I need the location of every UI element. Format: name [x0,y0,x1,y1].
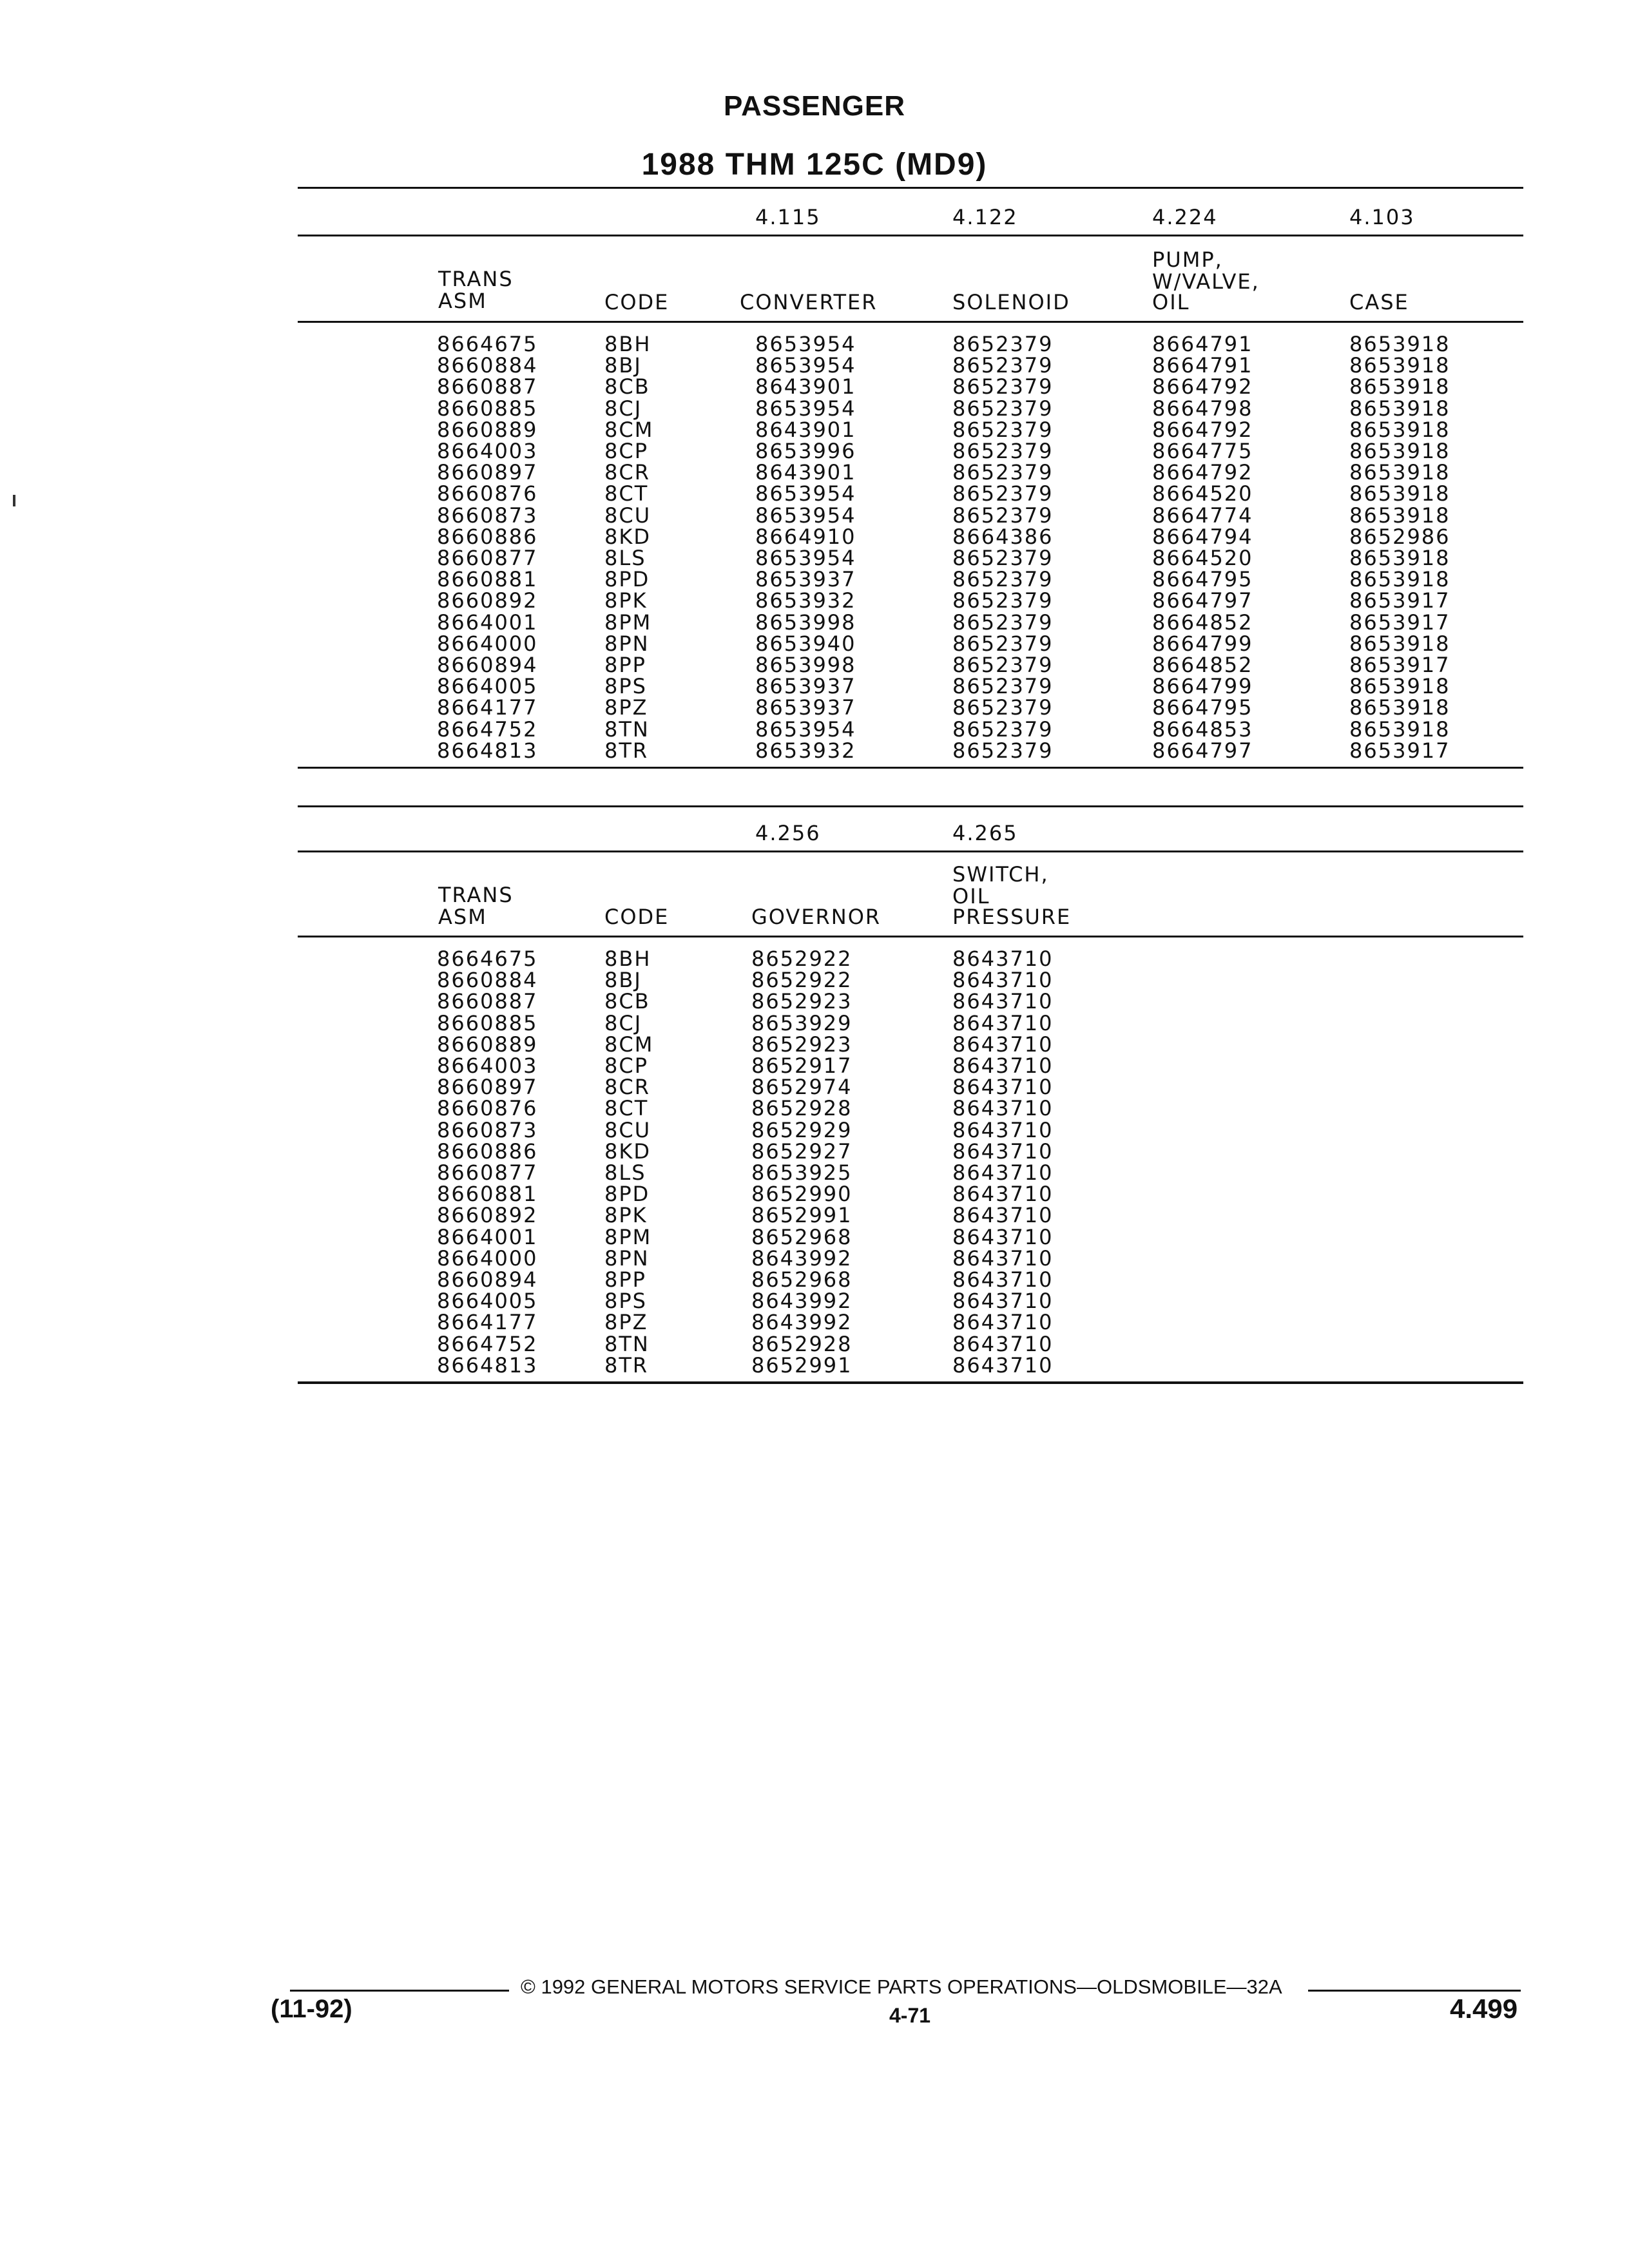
solenoid-cell: 8652379 [952,716,1054,742]
trans-asm-cell: 8660897 [437,1075,538,1100]
trans-asm-cell: 8660877 [437,546,538,570]
case-cell: 8653917 [1349,738,1451,763]
header-trans-line2: ASM [438,905,487,929]
case-cell: 8653918 [1349,716,1451,742]
trans-asm-cell: 8660897 [437,460,538,485]
converter-cell: 8653954 [755,396,856,421]
table1-header-rule [298,321,1523,323]
case-cell: 8653918 [1349,332,1451,356]
header-pump-line3: OIL [1152,290,1190,314]
code-cell: 8CP [604,439,648,463]
switch-cell: 8643710 [952,1139,1054,1164]
trans-asm-cell: 8664001 [437,610,538,635]
header-code: CODE [604,905,670,929]
trans-asm-cell: 8664675 [437,947,538,971]
governor-cell: 8652991 [751,1352,853,1378]
table-title: 1988 THM 125C (MD9) [641,148,988,182]
code-cell: 8CU [604,503,651,528]
pump-cell: 8664520 [1152,546,1253,570]
code-cell: 8KD [604,1139,651,1164]
switch-cell: 8643710 [952,1331,1054,1356]
footer-rule-right [1308,1990,1521,1992]
trans-asm-cell: 8660889 [437,417,538,442]
trans-asm-cell: 8660885 [437,396,538,421]
case-cell: 8653918 [1349,503,1451,528]
converter-cell: 8643901 [755,417,856,442]
table-row [0,1184,1629,1205]
case-cell: 8652986 [1349,524,1451,549]
group-code-pump: 4.224 [1152,205,1218,229]
header-switch-line2: OIL [952,884,990,908]
code-cell: 8CT [604,1096,649,1121]
solenoid-cell: 8652379 [952,546,1054,570]
footer-rule-left [290,1990,509,1992]
table-row [0,505,1629,526]
case-cell: 8653918 [1349,353,1451,378]
table-row [0,1055,1629,1077]
switch-cell: 8643710 [952,1117,1054,1142]
trans-asm-cell: 8660894 [437,653,538,677]
code-cell: 8BJ [604,353,642,378]
table-row [0,569,1629,590]
trans-asm-cell: 8660873 [437,503,538,528]
governor-cell: 8652928 [751,1096,853,1121]
trans-asm-cell: 8660889 [437,1032,538,1057]
table-row [0,441,1629,462]
code-cell: 8LS [604,1160,646,1185]
trans-asm-cell: 8664003 [437,439,538,463]
governor-cell: 8652922 [751,947,853,971]
code-cell: 8CJ [604,396,642,421]
case-cell: 8653918 [1349,695,1451,720]
pump-cell: 8664520 [1152,481,1253,506]
pump-cell: 8664798 [1152,396,1253,421]
trans-asm-cell: 8664000 [437,631,538,656]
pump-cell: 8664791 [1152,332,1253,356]
switch-cell: 8643710 [952,1224,1054,1249]
scan-mark [13,495,15,506]
group-code-solenoid: 4.122 [952,205,1018,229]
converter-cell: 8653932 [755,738,856,763]
converter-cell: 8653940 [755,631,856,656]
table-row [0,633,1629,655]
header-code: CODE [604,290,670,314]
table-row [0,462,1629,483]
header-trans-line2: ASM [438,289,487,313]
trans-asm-cell: 8664752 [437,716,538,742]
switch-cell: 8643710 [952,1203,1054,1228]
trans-asm-cell: 8664177 [437,695,538,720]
governor-cell: 8652991 [751,1203,853,1228]
trans-asm-cell: 8660876 [437,1096,538,1121]
table-row [0,1098,1629,1119]
pump-cell: 8664792 [1152,417,1253,442]
converter-cell: 8643901 [755,460,856,485]
trans-asm-cell: 8664001 [437,1224,538,1249]
code-cell: 8CU [604,1117,651,1142]
table-row [0,1291,1629,1312]
pump-cell: 8664792 [1152,374,1253,399]
solenoid-cell: 8652379 [952,439,1054,463]
code-cell: 8PN [604,631,650,656]
code-cell: 8BJ [604,968,642,993]
pump-cell: 8664795 [1152,567,1253,592]
converter-cell: 8653954 [755,716,856,742]
governor-cell: 8643992 [751,1310,853,1335]
code-cell: 8PD [604,1182,650,1207]
code-cell: 8CR [604,460,650,485]
code-cell: 8PK [604,1203,648,1228]
switch-cell: 8643710 [952,1182,1054,1207]
case-cell: 8653918 [1349,567,1451,592]
trans-asm-cell: 8660892 [437,588,538,613]
group-code-governor: 4.256 [755,821,821,845]
header-converter: CONVERTER [740,290,878,314]
group-code-switch: 4.265 [952,821,1018,845]
governor-cell: 8643992 [751,1245,853,1271]
switch-cell: 8643710 [952,1075,1054,1100]
converter-cell: 8653954 [755,481,856,506]
code-cell: 8CJ [604,1010,642,1035]
section-title: PASSENGER [723,90,906,122]
trans-asm-cell: 8660887 [437,989,538,1014]
code-cell: 8PN [604,1245,650,1271]
trans-asm-cell: 8664000 [437,1245,538,1271]
table-row [0,1331,1629,1356]
converter-cell: 8643901 [755,374,856,399]
code-cell: 8PP [604,1267,646,1292]
governor-cell: 8652968 [751,1267,853,1292]
governor-cell: 8652922 [751,968,853,993]
code-cell: 8PD [604,567,650,592]
code-cell: 8CR [604,1075,650,1100]
table-row [0,1224,1629,1249]
table2-top-rule [298,805,1523,807]
code-cell: 8CB [604,374,650,399]
converter-cell: 8653954 [755,332,856,356]
switch-cell: 8643710 [952,1160,1054,1185]
table-row [0,483,1629,505]
trans-asm-cell: 8660885 [437,1010,538,1035]
code-cell: 8LS [604,546,646,570]
solenoid-cell: 8652379 [952,610,1054,635]
code-cell: 8TN [604,716,650,742]
pump-cell: 8664774 [1152,503,1253,528]
switch-cell: 8643710 [952,1245,1054,1271]
trans-asm-cell: 8660894 [437,1267,538,1292]
case-cell: 8653918 [1349,396,1451,421]
governor-cell: 8652974 [751,1075,853,1100]
trans-asm-cell: 8660884 [437,968,538,993]
code-cell: 8TR [604,738,649,763]
switch-cell: 8643710 [952,1289,1054,1314]
trans-asm-cell: 8660887 [437,374,538,399]
governor-cell: 8643992 [751,1289,853,1314]
governor-cell: 8652928 [751,1331,853,1356]
governor-cell: 8653929 [751,1010,853,1035]
trans-asm-cell: 8664813 [437,738,538,763]
case-cell: 8653918 [1349,460,1451,485]
code-cell: 8PZ [604,695,648,720]
table-row [0,655,1629,676]
solenoid-cell: 8652379 [952,653,1054,677]
pump-cell: 8664791 [1152,353,1253,378]
table1-bottom-rule [298,767,1523,769]
footer-sub-page: 4-71 [889,2004,931,2027]
solenoid-cell: 8652379 [952,332,1054,356]
table-row [0,716,1629,742]
table2-header-rule [298,936,1523,937]
trans-asm-cell: 8660886 [437,524,538,549]
trans-asm-cell: 8660884 [437,353,538,378]
case-cell: 8653918 [1349,417,1451,442]
solenoid-cell: 8652379 [952,674,1054,699]
governor-cell: 8652990 [751,1182,853,1207]
code-cell: 8BH [604,947,651,971]
trans-asm-cell: 8664675 [437,332,538,356]
governor-cell: 8652917 [751,1053,853,1078]
converter-cell: 8653937 [755,674,856,699]
solenoid-cell: 8652379 [952,738,1054,763]
converter-cell: 8653998 [755,653,856,677]
converter-cell: 8653954 [755,546,856,570]
table-row [0,1077,1629,1098]
group-code-converter: 4.115 [755,205,821,229]
switch-cell: 8643710 [952,1096,1054,1121]
table-row [0,398,1629,419]
code-cell: 8TN [604,1331,650,1356]
header-governor: GOVERNOR [751,905,882,929]
table-row [0,1117,1629,1142]
case-cell: 8653917 [1349,653,1451,677]
code-cell: 8PP [604,653,646,677]
table-row [0,612,1629,633]
solenoid-cell: 8652379 [952,503,1054,528]
solenoid-cell: 8652379 [952,567,1054,592]
governor-cell: 8652929 [751,1117,853,1142]
switch-cell: 8643710 [952,1032,1054,1057]
header-pump-line1: PUMP, [1152,247,1223,272]
header-pump-line2: W/VALVE, [1152,269,1260,294]
solenoid-cell: 8652379 [952,374,1054,399]
switch-cell: 8643710 [952,1010,1054,1035]
code-cell: 8PS [604,1289,647,1314]
solenoid-cell: 8664386 [952,524,1054,549]
table-row [0,548,1629,569]
governor-cell: 8652923 [751,989,853,1014]
converter-cell: 8653998 [755,610,856,635]
table-row [0,1269,1629,1291]
solenoid-cell: 8652379 [952,481,1054,506]
footer-page-number: 4.499 [1450,1994,1518,2024]
converter-cell: 8653996 [755,439,856,463]
governor-cell: 8653925 [751,1160,853,1185]
pump-cell: 8664853 [1152,716,1253,742]
table-row [0,948,1629,970]
code-cell: 8PZ [604,1310,648,1335]
switch-cell: 8643710 [952,1352,1054,1378]
governor-cell: 8652923 [751,1032,853,1057]
header-trans-line1: TRANS [438,267,514,291]
table-row [0,376,1629,398]
header-switch-line3: PRESSURE [952,905,1072,929]
solenoid-cell: 8652379 [952,353,1054,378]
trans-asm-cell: 8664177 [437,1310,538,1335]
trans-asm-cell: 8660877 [437,1160,538,1185]
trans-asm-cell: 8664813 [437,1352,538,1378]
code-cell: 8BH [604,332,651,356]
pump-cell: 8664852 [1152,610,1253,635]
switch-cell: 8643710 [952,1310,1054,1335]
solenoid-cell: 8652379 [952,631,1054,656]
table-row [0,526,1629,548]
code-cell: 8KD [604,524,651,549]
header-switch-line1: SWITCH, [952,862,1049,887]
table-row [0,1141,1629,1162]
case-cell: 8653918 [1349,481,1451,506]
switch-cell: 8643710 [952,947,1054,971]
table-row [0,991,1629,1012]
pump-cell: 8664794 [1152,524,1253,549]
table-row [0,1312,1629,1333]
trans-asm-cell: 8664752 [437,1331,538,1356]
governor-cell: 8652968 [751,1224,853,1249]
trans-asm-cell: 8660881 [437,567,538,592]
pump-cell: 8664797 [1152,588,1253,613]
table-row [0,355,1629,376]
code-cell: 8TR [604,1352,649,1378]
converter-cell: 8653937 [755,695,856,720]
switch-cell: 8643710 [952,1053,1054,1078]
converter-cell: 8653954 [755,353,856,378]
table-row [0,676,1629,697]
solenoid-cell: 8652379 [952,695,1054,720]
code-cell: 8PM [604,1224,652,1249]
trans-asm-cell: 8660873 [437,1117,538,1142]
table-row [0,1010,1629,1035]
trans-asm-cell: 8660876 [437,481,538,506]
table-row [0,1162,1629,1184]
converter-cell: 8653937 [755,567,856,592]
pump-cell: 8664775 [1152,439,1253,463]
trans-asm-cell: 8660886 [437,1139,538,1164]
header-solenoid: SOLENOID [952,290,1070,314]
table-row [0,590,1629,611]
switch-cell: 8643710 [952,1267,1054,1292]
code-cell: 8CP [604,1053,648,1078]
group-code-case: 4.103 [1349,205,1415,229]
solenoid-cell: 8652379 [952,588,1054,613]
table-row [0,334,1629,355]
table-row [0,419,1629,441]
pump-cell: 8664792 [1152,460,1253,485]
table2-bottom-rule [298,1381,1523,1384]
pump-cell: 8664852 [1152,653,1253,677]
case-cell: 8653918 [1349,439,1451,463]
table2-group-rule [298,850,1523,852]
header-case: CASE [1349,290,1409,314]
table1-group-rule [298,235,1523,236]
case-cell: 8653918 [1349,374,1451,399]
table-row [0,1205,1629,1226]
pump-cell: 8664799 [1152,631,1253,656]
table-row [0,970,1629,991]
trans-asm-cell: 8664005 [437,1289,538,1314]
code-cell: 8PM [604,610,652,635]
case-cell: 8653917 [1349,610,1451,635]
trans-asm-cell: 8664005 [437,674,538,699]
code-cell: 8CT [604,481,649,506]
table-row [0,1034,1629,1055]
pump-cell: 8664795 [1152,695,1253,720]
governor-cell: 8652927 [751,1139,853,1164]
code-cell: 8CB [604,989,650,1014]
trans-asm-cell: 8660892 [437,1203,538,1228]
header-trans-line1: TRANS [438,883,514,907]
footer-date-code: (11-92) [271,1995,352,2023]
code-cell: 8CM [604,1032,654,1057]
footer-copyright: © 1992 GENERAL MOTORS SERVICE PARTS OPERATIONS—OLDSMOBILE—32A [521,1975,1282,1998]
switch-cell: 8643710 [952,989,1054,1014]
converter-cell: 8653954 [755,503,856,528]
converter-cell: 8664910 [755,524,856,549]
table-row [0,740,1629,762]
solenoid-cell: 8652379 [952,396,1054,421]
code-cell: 8PS [604,674,647,699]
trans-asm-cell: 8664003 [437,1053,538,1078]
converter-cell: 8653932 [755,588,856,613]
switch-cell: 8643710 [952,968,1054,993]
trans-asm-cell: 8660881 [437,1182,538,1207]
case-cell: 8653918 [1349,631,1451,656]
solenoid-cell: 8652379 [952,417,1054,442]
case-cell: 8653918 [1349,674,1451,699]
table-row [0,1245,1629,1271]
code-cell: 8CM [604,417,654,442]
code-cell: 8PK [604,588,648,613]
case-cell: 8653918 [1349,546,1451,570]
table-row [0,1352,1629,1378]
table1-top-rule [298,187,1523,189]
table-row [0,697,1629,718]
pump-cell: 8664797 [1152,738,1253,763]
case-cell: 8653917 [1349,588,1451,613]
pump-cell: 8664799 [1152,674,1253,699]
solenoid-cell: 8652379 [952,460,1054,485]
